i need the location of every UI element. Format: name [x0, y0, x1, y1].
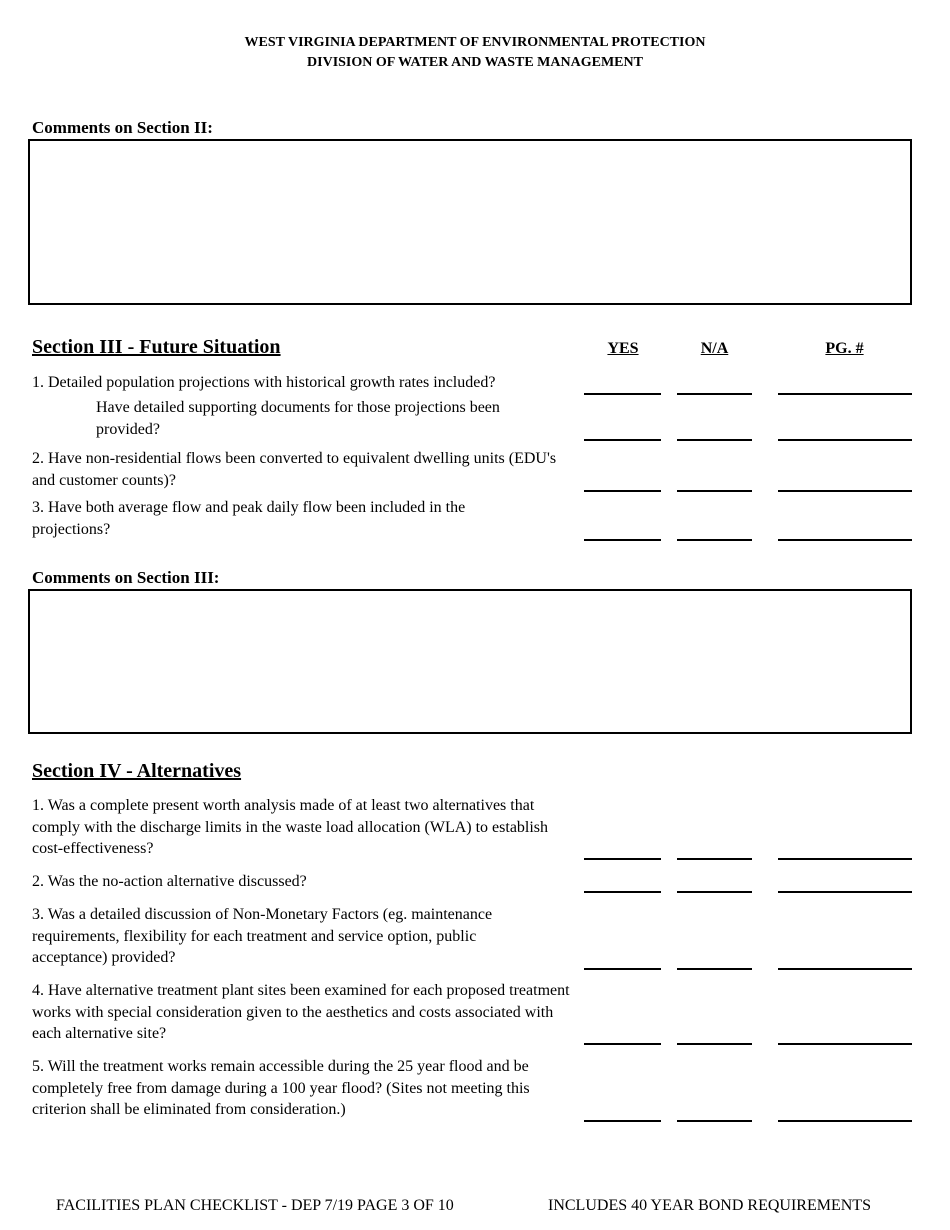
section3-q1sub-yes-blank[interactable] [584, 439, 661, 441]
section4-q1-yes-blank[interactable] [584, 858, 661, 860]
section4-q3-na-blank[interactable] [677, 968, 752, 970]
section4-question-4: 4. Have alternative treatment plant sites been examined for each proposed treatment works with special consideration given to the aesthetics and costs associated with each alternative site? [32, 982, 570, 1042]
section3-question-3: 3. Have both average flow and peak daily flow been included in the projections? [32, 499, 466, 538]
column-na-header: N/A [700, 340, 729, 357]
section3-q3-page-blank[interactable] [778, 539, 912, 541]
section3-q3-na-blank[interactable] [677, 539, 752, 541]
section4-q2-yes-blank[interactable] [584, 891, 661, 893]
section3-q2-page-blank[interactable] [778, 490, 912, 492]
section4-q5-page-blank[interactable] [778, 1120, 912, 1122]
section3-comments-label: Comments on Section III: [32, 568, 220, 587]
section3-title: Section III - Future Situation [32, 336, 281, 358]
section4-q2-na-blank[interactable] [677, 891, 752, 893]
section4-q3-yes-blank[interactable] [584, 968, 661, 970]
section4-question-1: 1. Was a complete present worth analysis made of at least two alternatives that comply with the discharge limits in the waste load allocation (WLA) to establish cost-effectiveness? [32, 797, 549, 857]
section4-q2-page-blank[interactable] [778, 891, 912, 893]
section3-q2-yes-blank[interactable] [584, 490, 661, 492]
section2-comments-label: Comments on Section II: [32, 118, 213, 137]
section2-comments-box[interactable] [28, 139, 912, 305]
column-page-header: PG. # [825, 340, 864, 357]
section4-q1-page-blank[interactable] [778, 858, 912, 860]
column-yes-header: YES [607, 340, 639, 357]
section4-q4-na-blank[interactable] [677, 1043, 752, 1045]
section3-q2-na-blank[interactable] [677, 490, 752, 492]
section4-q3-page-blank[interactable] [778, 968, 912, 970]
footer-page-info: FACILITIES PLAN CHECKLIST - DEP 7/19 PAGE 3 OF 10 [56, 1197, 454, 1214]
section3-q1-yes-blank[interactable] [584, 393, 661, 395]
section4-question-5: 5. Will the treatment works remain accessible during the 25 year flood and be completely free from damage during a 100 year flood? (Sites not meeting this criterion shall be eliminated from consideration.) [32, 1058, 530, 1118]
section3-q1-page-blank[interactable] [778, 393, 912, 395]
section3-q3-yes-blank[interactable] [584, 539, 661, 541]
section3-comments-box[interactable] [28, 589, 912, 734]
section3-question-2: 2. Have non-residential flows been converted to equivalent dwelling units (EDU's and customer counts)? [32, 450, 557, 489]
division-title: DIVISION OF WATER AND WASTE MANAGEMENT [307, 55, 643, 70]
footer-bond-note: INCLUDES 40 YEAR BOND REQUIREMENTS [548, 1197, 871, 1214]
section3-question-1: 1. Detailed population projections with historical growth rates included? [32, 374, 496, 391]
section4-question-3: 3. Was a detailed discussion of Non-Monetary Factors (eg. maintenance requirements, flexibility for each treatment and service option, public acceptance) provided? [32, 906, 493, 966]
section4-title: Section IV - Alternatives [32, 760, 242, 782]
section3-q1-na-blank[interactable] [677, 393, 752, 395]
section4-question-2: 2. Was the no-action alternative discussed? [32, 873, 307, 890]
section4-q1-na-blank[interactable] [677, 858, 752, 860]
section3-q1sub-page-blank[interactable] [778, 439, 912, 441]
section4-q5-yes-blank[interactable] [584, 1120, 661, 1122]
section4-q4-page-blank[interactable] [778, 1043, 912, 1045]
section3-question-1-sub: Have detailed supporting documents for those projections been provided? [96, 399, 500, 438]
section4-q4-yes-blank[interactable] [584, 1043, 661, 1045]
section4-q5-na-blank[interactable] [677, 1120, 752, 1122]
agency-title: WEST VIRGINIA DEPARTMENT OF ENVIRONMENTAL PROTECTION [244, 35, 706, 50]
section3-q1sub-na-blank[interactable] [677, 439, 752, 441]
